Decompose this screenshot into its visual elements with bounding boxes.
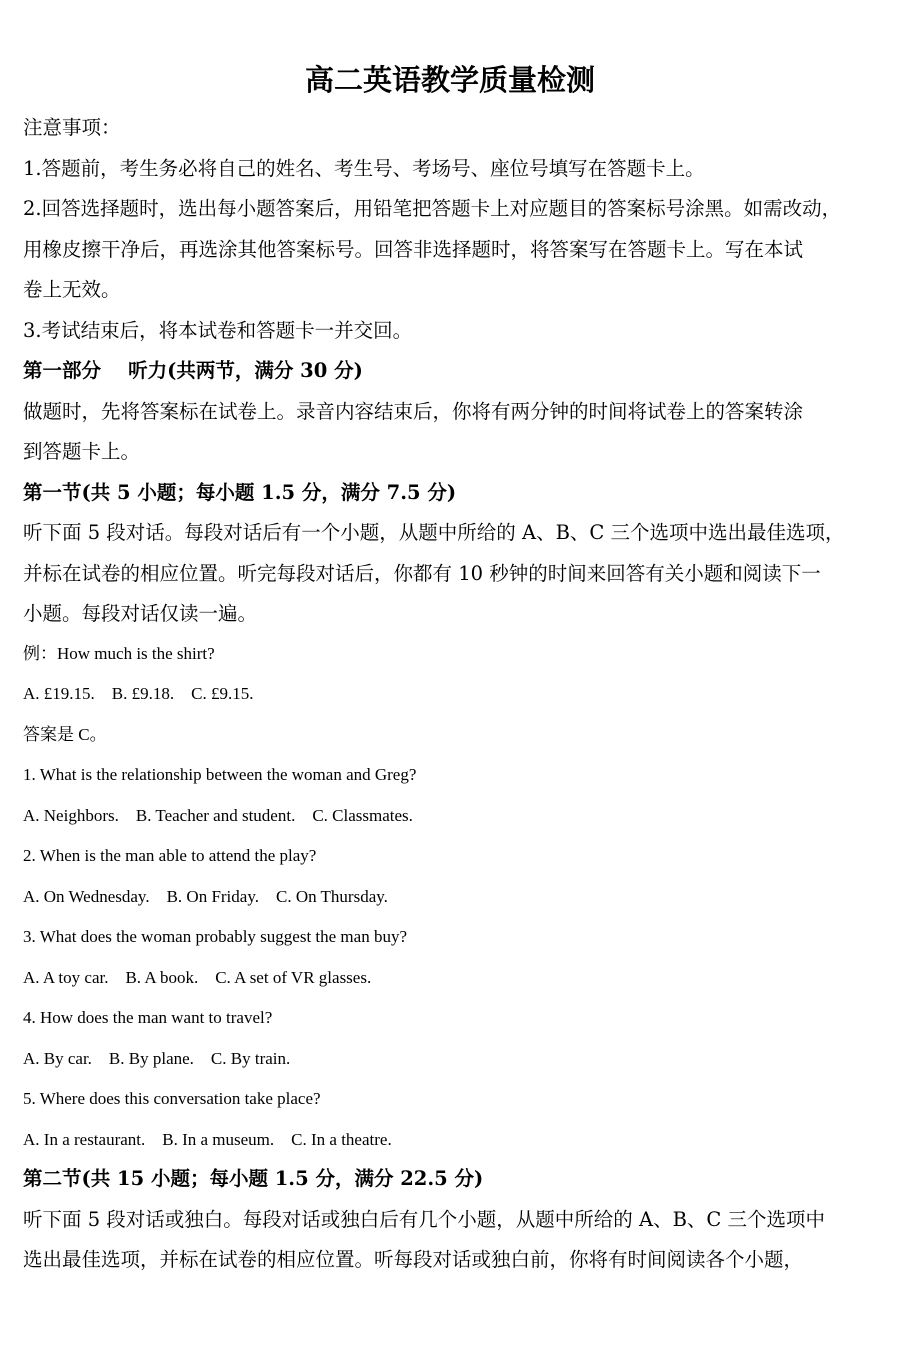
notice-item-1: 1.答题前，考生务必将自己的姓名、考生号、考场号、座位号填写在答题卡上。 xyxy=(23,157,705,180)
notice-item-2-line-1: 2.回答选择题时，选出每小题答案后，用铅笔把答题卡上对应题目的答案标号涂黑。如需改动， xyxy=(23,197,842,220)
question-2-options: A. On Wednesday. B. On Friday. C. On Thursday. xyxy=(23,887,388,906)
section1-instruction-line-2: 并标在试卷的相应位置。听完每段对话后，你都有 10 秒钟的时间来回答有关小题和阅读下一 xyxy=(23,562,821,585)
question-4: 4. How does the man want to travel? xyxy=(23,1008,273,1027)
question-1: 1. What is the relationship between the woman and Greg? xyxy=(23,765,417,784)
part1-heading: 第一部分 听力(共两节，满分 30 分) xyxy=(23,359,363,382)
section2-heading: 第二节(共 15 小题；每小题 1.5 分，满分 22.5 分) xyxy=(23,1167,484,1190)
part1-instruction-line-1: 做题时，先将答案标在试卷上。录音内容结束后，你将有两分钟的时间将试卷上的答案转涂 xyxy=(23,400,804,423)
page-title: 高二英语教学质量检测 xyxy=(304,63,595,97)
question-2: 2. When is the man able to attend the play? xyxy=(23,846,317,865)
example-options: A. £19.15. B. £9.18. C. £9.15. xyxy=(23,684,254,703)
question-4-options: A. By car. B. By plane. C. By train. xyxy=(23,1049,291,1068)
question-5-options: A. In a restaurant. B. In a museum. C. In a theatre. xyxy=(23,1130,392,1149)
question-3-options: A. A toy car. B. A book. C. A set of VR glasses. xyxy=(23,968,372,987)
section1-instruction-line-1: 听下面 5 段对话。每段对话后有一个小题，从题中所给的 A、B、C 三个选项中选出最佳选项， xyxy=(23,521,845,544)
question-1-options: A. Neighbors. B. Teacher and student. C. Classmates. xyxy=(23,806,413,825)
section2-instruction-line-2: 选出最佳选项，并标在试卷的相应位置。听每段对话或独白前，你将有时间阅读各个小题， xyxy=(23,1248,804,1271)
notice-item-2-line-3: 卷上无效。 xyxy=(23,278,121,301)
example-question: 例：How much is the shirt? xyxy=(23,644,215,663)
part1-instruction-line-2: 到答题卡上。 xyxy=(23,440,141,463)
section2-instruction-line-1: 听下面 5 段对话或独白。每段对话或独白后有几个小题，从题中所给的 A、B、C 三个选项中 xyxy=(23,1208,826,1231)
notice-item-2-line-2: 用橡皮擦干净后，再选涂其他答案标号。回答非选择题时，将答案写在答题卡上。写在本试 xyxy=(23,238,804,261)
section1-heading: 第一节(共 5 小题；每小题 1.5 分，满分 7.5 分) xyxy=(23,481,457,504)
notice-item-3: 3.考试结束后，将本试卷和答题卡一并交回。 xyxy=(23,319,413,342)
question-5: 5. Where does this conversation take place? xyxy=(23,1089,321,1108)
notice-heading: 注意事项： xyxy=(23,116,121,139)
question-3: 3. What does the woman probably suggest the man buy? xyxy=(23,927,407,946)
example-answer: 答案是 C。 xyxy=(23,725,107,744)
section1-instruction-line-3: 小题。每段对话仅读一遍。 xyxy=(23,602,258,625)
